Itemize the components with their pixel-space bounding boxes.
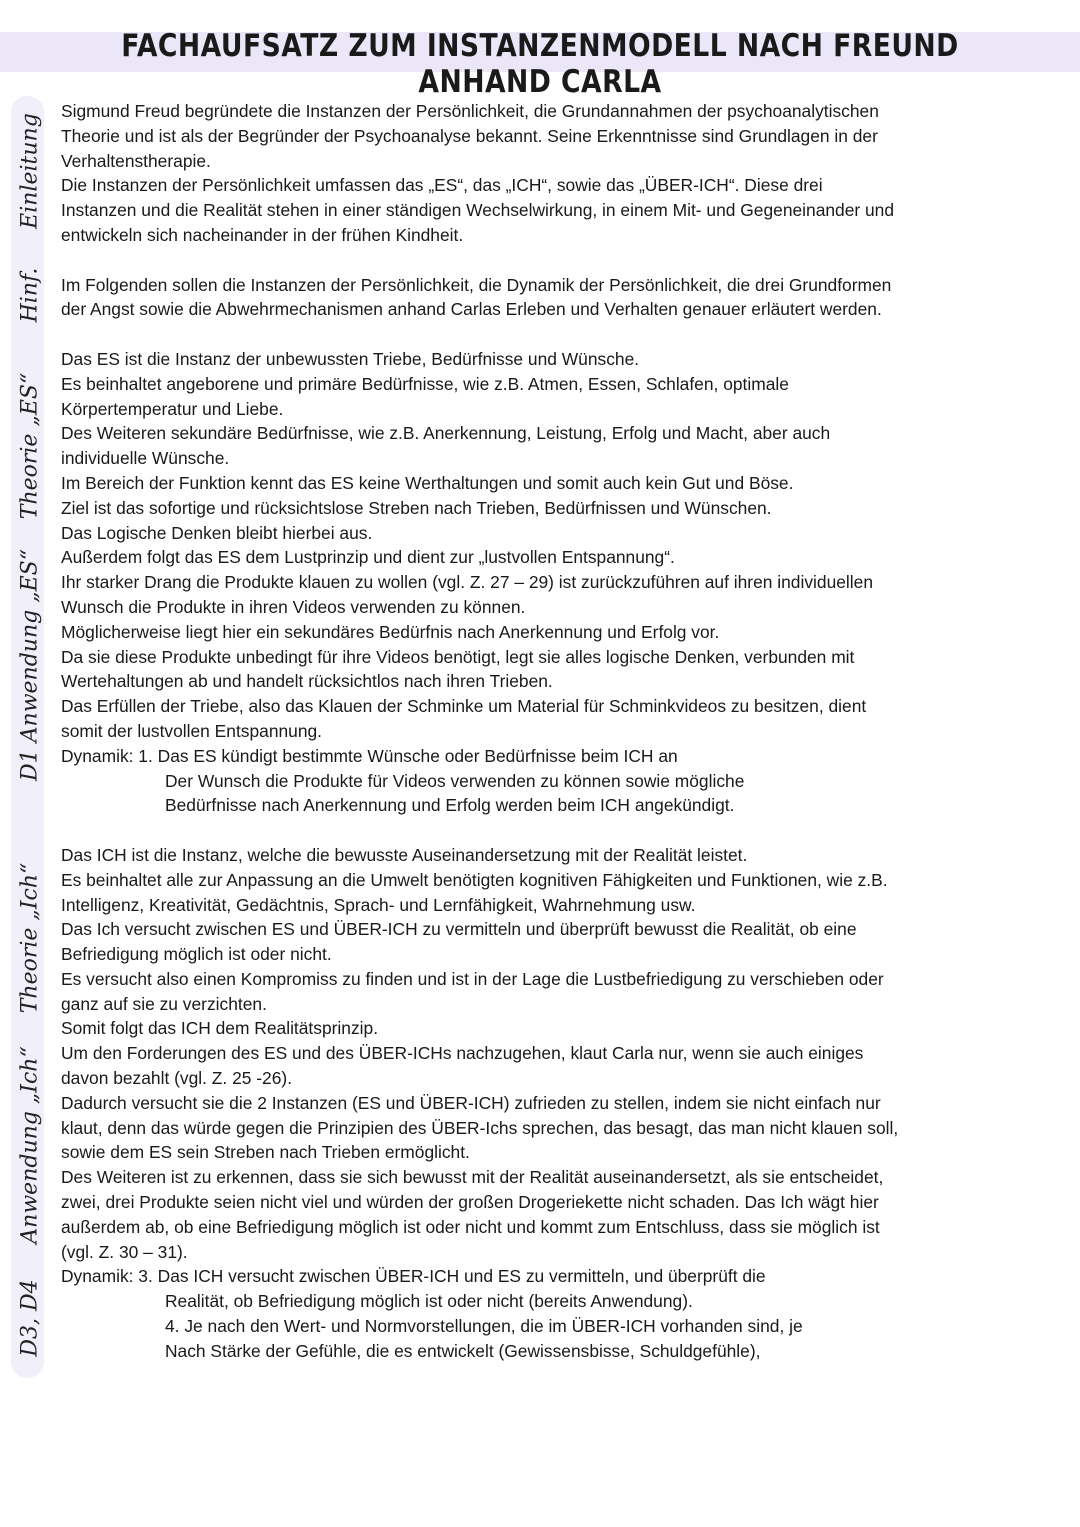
text-line: Es versucht also einen Kompromiss zu finden und ist in der Lage die Lustbefriedigung zu verschieben oder bbox=[61, 968, 884, 989]
margin-label-text: D3, D4 bbox=[17, 1279, 43, 1357]
margin-label-text: D1 Anwendung „ES“ bbox=[17, 549, 43, 781]
text-line-indented: Nach Stärke der Gefühle, die es entwickelt (Gewissensbisse, Schuldgefühle), bbox=[165, 1340, 761, 1361]
text-line: Theorie und ist als der Begründer der Psychoanalyse bekannt. Seine Erkenntnisse sind Grundlagen in der bbox=[61, 125, 878, 146]
text-line: Um den Forderungen des ES und des ÜBER-ICHs nachzugehen, klaut Carla nur, wenn sie auch einiges bbox=[61, 1043, 864, 1064]
paragraph-gap bbox=[61, 322, 1071, 347]
text-line: Dynamik: 1. Das ES kündigt bestimmte Wünsche oder Bedürfnisse beim ICH an bbox=[61, 745, 678, 766]
text-line: Die Instanzen der Persönlichkeit umfassen das „ES“, das „ICH“, sowie das „ÜBER-ICH“. Diese drei bbox=[61, 175, 823, 196]
text-line: Somit folgt das ICH dem Realitätsprinzip. bbox=[61, 1018, 379, 1039]
text-line: Wertehaltungen ab und handelt rücksichtlos nach ihren Trieben. bbox=[61, 671, 553, 692]
text-line: außerdem ab, ob eine Befriedigung möglich ist oder nicht und kommt zum Entschluss, dass sie möglich ist bbox=[61, 1216, 880, 1237]
text-line-indented: Der Wunsch die Produkte für Videos verwenden zu können sowie mögliche bbox=[165, 770, 745, 791]
text-line-indented: Realität, ob Befriedigung möglich ist oder nicht (bereits Anwendung). bbox=[165, 1291, 693, 1312]
text-line: Dynamik: 3. Das ICH versucht zwischen ÜBER-ICH und ES zu vermitteln, und überprüft die bbox=[61, 1266, 766, 1287]
paragraph-gap bbox=[61, 248, 1071, 273]
text-line: ganz auf sie zu verzichten. bbox=[61, 993, 267, 1014]
margin-label-text: Einleitung bbox=[17, 113, 43, 229]
text-line: Körpertemperatur und Liebe. bbox=[61, 398, 284, 419]
text-line: somit der lustvollen Entspannung. bbox=[61, 720, 323, 741]
text-line: Befriedigung möglich ist oder nicht. bbox=[61, 944, 332, 965]
text-line: individuelle Wünsche. bbox=[61, 448, 230, 469]
text-line: Es beinhaltet alle zur Anpassung an die Umwelt benötigten kognitiven Fähigkeiten und Funktionen, wie z.B. bbox=[61, 869, 888, 890]
text-line: Des Weiteren ist zu erkennen, dass sie sich bewusst mit der Realität auseinandersetzt, als sie entscheidet, bbox=[61, 1167, 884, 1188]
text-line: Sigmund Freud begründete die Instanzen der Persönlichkeit, die Grundannahmen der psychoanalytischen bbox=[61, 101, 879, 121]
text-line: der Angst sowie die Abwehrmechanismen anhand Carlas Erleben und Verhalten genauer erläutert werden. bbox=[61, 299, 882, 320]
text-line: Das ES ist die Instanz der unbewussten Triebe, Bedürfnisse und Wünsche. bbox=[61, 348, 640, 369]
text-line: Das Logische Denken bleibt hierbei aus. bbox=[61, 522, 373, 543]
text-line: Im Folgenden sollen die Instanzen der Persönlichkeit, die Dynamik der Persönlichkeit, die drei Grundformen bbox=[61, 274, 892, 295]
margin-label-text: Theorie „ES“ bbox=[17, 372, 43, 520]
text-line: Das ICH ist die Instanz, welche die bewusste Auseinandersetzung mit der Realität leistet. bbox=[61, 844, 748, 865]
text-line: Im Bereich der Funktion kennt das ES keine Werthaltungen und somit auch kein Gut und Böse. bbox=[61, 472, 794, 493]
text-line: Das Ich versucht zwischen ES und ÜBER-ICH zu vermitteln und überprüft bewusst die Realität, ob eine bbox=[61, 919, 857, 940]
text-line-indented: Bedürfnisse nach Anerkennung und Erfolg werden beim ICH angekündigt. bbox=[165, 795, 735, 816]
text-line: Wunsch die Produkte in ihren Videos verwenden zu können. bbox=[61, 596, 526, 617]
text-line: entwickeln sich nacheinander in der frühen Kindheit. bbox=[61, 224, 464, 245]
text-line: Intelligenz, Kreativität, Gedächtnis, Sprach- und Lernfähigkeit, Wahrnehmung usw. bbox=[61, 894, 696, 915]
text-line: (vgl. Z. 30 – 31). bbox=[61, 1241, 188, 1262]
text-line: sowie dem ES sein Streben nach Trieben ermöglicht. bbox=[61, 1142, 470, 1163]
text-line: Ziel ist das sofortige und rücksichtslose Streben nach Trieben, Bedürfnissen und Wünschen. bbox=[61, 497, 772, 518]
text-line: zwei, drei Produkte seien nicht viel und würden der großen Drogeriekette nicht schaden. Das Ich wägt hier bbox=[61, 1192, 879, 1213]
paragraph-gap bbox=[61, 818, 1071, 843]
text-line: Dadurch versucht sie die 2 Instanzen (ES und ÜBER-ICH) zufrieden zu stellen, indem sie nicht einfach nur bbox=[61, 1092, 881, 1113]
text-line: Da sie diese Produkte unbedingt für ihre Videos benötigt, legt sie alles logische Denken, verbunden mit bbox=[61, 646, 855, 667]
text-line: Des Weiteren sekundäre Bedürfnisse, wie z.B. Anerkennung, Leistung, Erfolg und Macht, aber auch bbox=[61, 423, 831, 444]
essay-body bbox=[61, 99, 1071, 1364]
margin-label-text: Anwendung „Ich“ bbox=[17, 1046, 43, 1244]
margin-label-text: Hinf. bbox=[17, 267, 43, 323]
text-line: Ihr starker Drang die Produkte klauen zu wollen (vgl. Z. 27 – 29) ist zurückzuführen auf ihren individuellen bbox=[61, 572, 873, 593]
text-line: Instanzen und die Realität stehen in einer ständigen Wechselwirkung, in einem Mit- und Gegeneinander und bbox=[61, 200, 895, 221]
text-line: Möglicherweise liegt hier ein sekundäres Bedürfnis nach Anerkennung und Erfolg vor. bbox=[61, 621, 720, 642]
text-line: Außerdem folgt das ES dem Lustprinzip und dient zur „lustvollen Entspannung“. bbox=[61, 547, 675, 568]
text-line-indented: 4. Je nach den Wert- und Normvorstellungen, die im ÜBER-ICH vorhanden sind, je bbox=[165, 1316, 803, 1337]
margin-label-text: Theorie „Ich“ bbox=[17, 862, 43, 1014]
page-title: FACHAUFSATZ ZUM INSTANZENMODELL NACH FREUND ANHAND CARLA bbox=[121, 28, 959, 100]
text-line: davon bezahlt (vgl. Z. 25 -26). bbox=[61, 1068, 293, 1089]
text-line: Das Erfüllen der Triebe, also das Klauen der Schminke um Material für Schminkvideos zu besitzen, dient bbox=[61, 696, 867, 717]
text-line: klaut, denn das würde gegen die Prinzipien des ÜBER-Ichs sprechen, das besagt, das man nicht klauen soll, bbox=[61, 1117, 899, 1138]
text-line: Verhaltenstherapie. bbox=[61, 150, 211, 171]
text-line: Es beinhaltet angeborene und primäre Bedürfnisse, wie z.B. Atmen, Essen, Schlafen, optimale bbox=[61, 373, 789, 394]
